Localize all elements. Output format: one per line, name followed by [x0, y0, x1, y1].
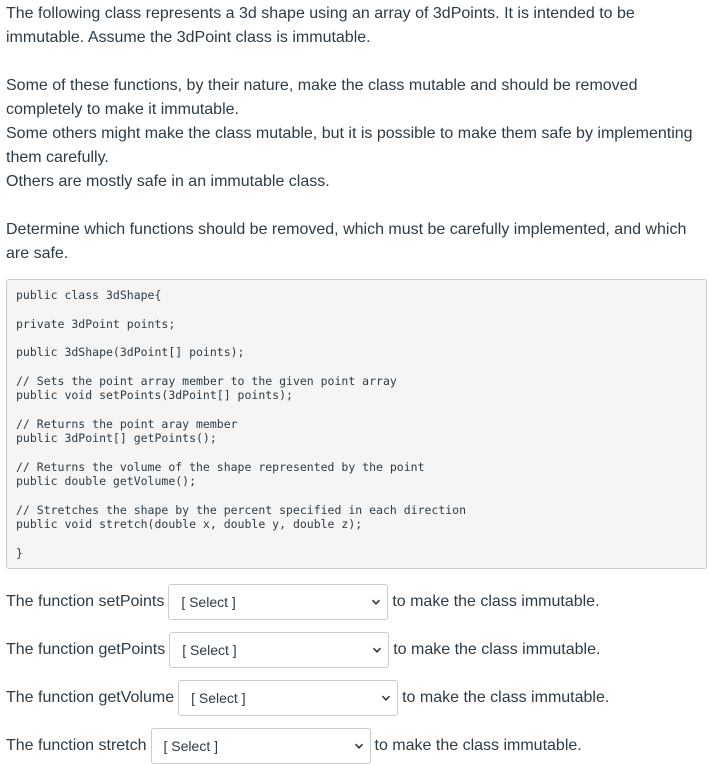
question-row-getvolume [6, 679, 703, 717]
question-suffix: to make the class immutable. [402, 689, 610, 706]
select-value: [ Select ] [182, 642, 237, 658]
code-line: private 3dPoint points; [16, 316, 176, 331]
code-comment: // Stretches the shape by the percent specified in each direction [16, 502, 467, 517]
getvolume-select[interactable] [178, 680, 398, 716]
chevron-down-icon [354, 741, 364, 751]
code-line: public void stretch(double x, double y, double z); [16, 517, 363, 531]
question-row-stretch [6, 727, 703, 765]
code-comment: // Returns the point aray member [16, 416, 238, 431]
stretch-select[interactable] [151, 728, 371, 764]
chevron-down-icon [371, 597, 381, 607]
question-row-setpoints [6, 583, 703, 621]
intro-paragraph-4: Others are mostly safe in an immutable class. [6, 173, 330, 190]
question-label: The function getPoints [6, 641, 166, 658]
question-row-getpoints [6, 631, 703, 669]
question-label: The function getVolume [6, 689, 175, 706]
question-label: The function stretch [6, 737, 147, 754]
question-suffix: to make the class immutable. [374, 737, 582, 754]
code-line: } [16, 545, 23, 560]
intro-paragraph-3: Some others might make the class mutable, but it is possible to make them safe by implementing them carefully. [6, 125, 693, 166]
getpoints-select[interactable] [169, 632, 389, 668]
code-line: public void setPoints(3dPoint[] points); [16, 388, 293, 402]
select-value: [ Select ] [163, 738, 218, 754]
instruction-paragraph: Determine which functions should be removed, which must be carefully implemented, and which are safe. [6, 221, 687, 262]
code-line: public 3dShape(3dPoint[] points); [16, 345, 245, 359]
code-line: public class 3dShape{ [16, 288, 162, 302]
intro-paragraph-1: The following class represents a 3d shape using an array of 3dPoints. It is intended to be immutable. Assume the 3dPoint class is immutable. [6, 5, 635, 46]
question-suffix: to make the class immutable. [393, 641, 601, 658]
code-comment: // Returns the volume of the shape represented by the point [16, 459, 425, 474]
code-comment: // Sets the point array member to the given point array [16, 373, 397, 388]
code-line: public double getVolume(); [16, 474, 197, 488]
select-value: [ Select ] [181, 594, 236, 610]
select-value: [ Select ] [191, 690, 246, 706]
question-label: The function setPoints [6, 593, 165, 610]
intro-paragraph-2: Some of these functions, by their nature, make the class mutable and should be removed completely to make it immutable. [6, 77, 638, 118]
code-line: public 3dPoint[] getPoints(); [16, 431, 217, 445]
chevron-down-icon [372, 645, 382, 655]
question-suffix: to make the class immutable. [392, 593, 600, 610]
setpoints-select[interactable] [168, 584, 388, 620]
code-block [6, 279, 707, 569]
chevron-down-icon [381, 693, 391, 703]
